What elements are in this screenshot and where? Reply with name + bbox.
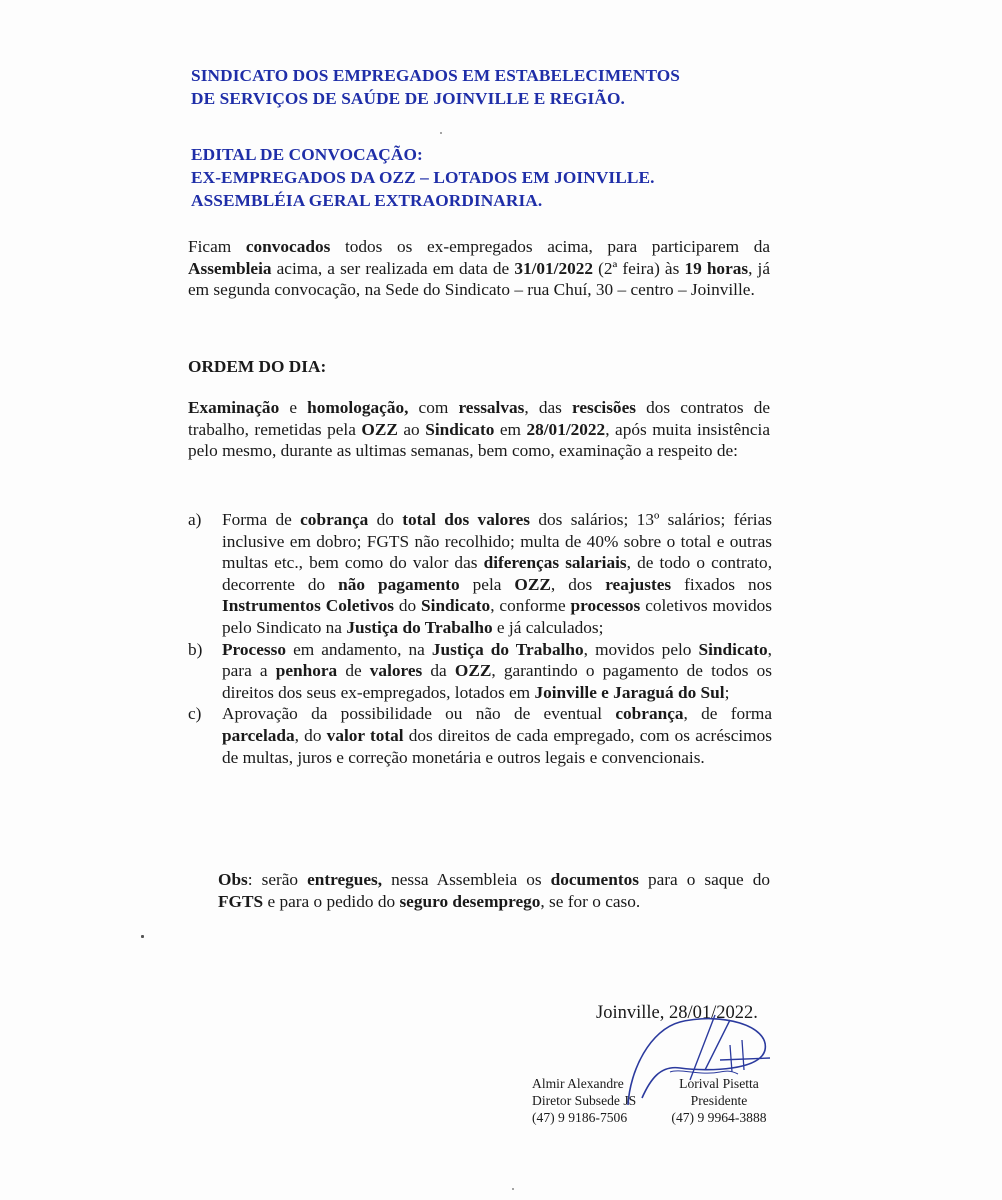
signer-name: Lorival Pisetta xyxy=(679,1076,759,1091)
agenda-item-a: a) Forma de cobrança do total dos valores dos salários; 13º salários; férias inclusive em dobro; FGTS não recolhido; multa de 40% sobre o total e outras multas etc., bem como do valor das diferenças salariais, de todo o contrato, decorrente do não pagamento pela OZZ, dos reajustes fixados nos Instrumentos Coletivos do Sindicato, conforme processos coletivos movidos pelo Sindicato na Justiça do Trabalho e já calculados; xyxy=(188,510,773,637)
observation-note: Obs: serão entregues, nessa Assembleia os documentos para o saque do FGTS e para o pedido do seguro desemprego, se for o caso. xyxy=(218,870,770,911)
title-line: EDITAL DE CONVOCAÇÃO: xyxy=(191,145,423,164)
title-line: EX-EMPREGADOS DA OZZ – LOTADOS EM JOINVILLE. xyxy=(191,168,655,187)
list-marker: b) xyxy=(188,639,203,659)
signer-phone: (47) 9 9186-7506 xyxy=(532,1110,628,1125)
document-title xyxy=(191,143,655,212)
scan-speck xyxy=(440,132,442,134)
signer-role: Diretor Subsede JS xyxy=(532,1093,637,1108)
signer-lorival xyxy=(664,1075,774,1126)
place-date: Joinville, 28/01/2022. xyxy=(596,1003,758,1023)
list-marker: a) xyxy=(188,510,202,529)
list-marker: c) xyxy=(188,704,202,724)
scan-speck xyxy=(512,1188,514,1190)
intro-paragraph: Ficam convocados todos os ex-empregados acima, para participarem da Assembleia acima, a ser realizada em data de 31/01/2022 (2ª feira) às 19 horas, já em segunda convocação, na Sede do Sindicato – rua Chuí, 30 – centro – Joinville. xyxy=(188,237,771,300)
organization-heading xyxy=(191,64,680,110)
agenda-list xyxy=(188,509,772,768)
signer-role: Presidente xyxy=(690,1093,748,1108)
signer-name: Almir Alexandre xyxy=(532,1076,624,1091)
agenda-item-c: c) Aprovação da possibilidade ou não de eventual cobrança, de forma parcelada, do valor total dos direitos de cada empregado, com os acréscimos de multas, juros e correção monetária e outros legais e convencionais. xyxy=(188,704,772,767)
org-line: DE SERVIÇOS DE SAÚDE DE JOINVILLE E REGIÃO. xyxy=(191,89,625,108)
org-line: SINDICATO DOS EMPREGADOS EM ESTABELECIMENTOS xyxy=(191,66,681,85)
title-line: ASSEMBLÉIA GERAL EXTRAORDINARIA. xyxy=(191,191,543,210)
agenda-heading: ORDEM DO DIA: xyxy=(188,357,327,376)
agenda-paragraph: Examinação e homologação, com ressalvas, das rescisões dos contratos de trabalho, remetidas pela OZZ ao Sindicato em 28/01/2022, após muita insistência pelo mesmo, durante as ultimas semanas, bem como, examinação a respeito de: xyxy=(188,398,771,461)
agenda-item-b: b) Processo em andamento, na Justiça do Trabalho, movidos pelo Sindicato, para a penhora de valores da OZZ, garantindo o pagamento de todos os direitos dos seus ex-empregados, lotados em Joinville e Jaraguá do Sul; xyxy=(188,639,773,702)
scan-speck xyxy=(141,935,144,938)
signer-almir xyxy=(532,1075,636,1126)
signer-phone: (47) 9 9964-3888 xyxy=(671,1110,767,1125)
